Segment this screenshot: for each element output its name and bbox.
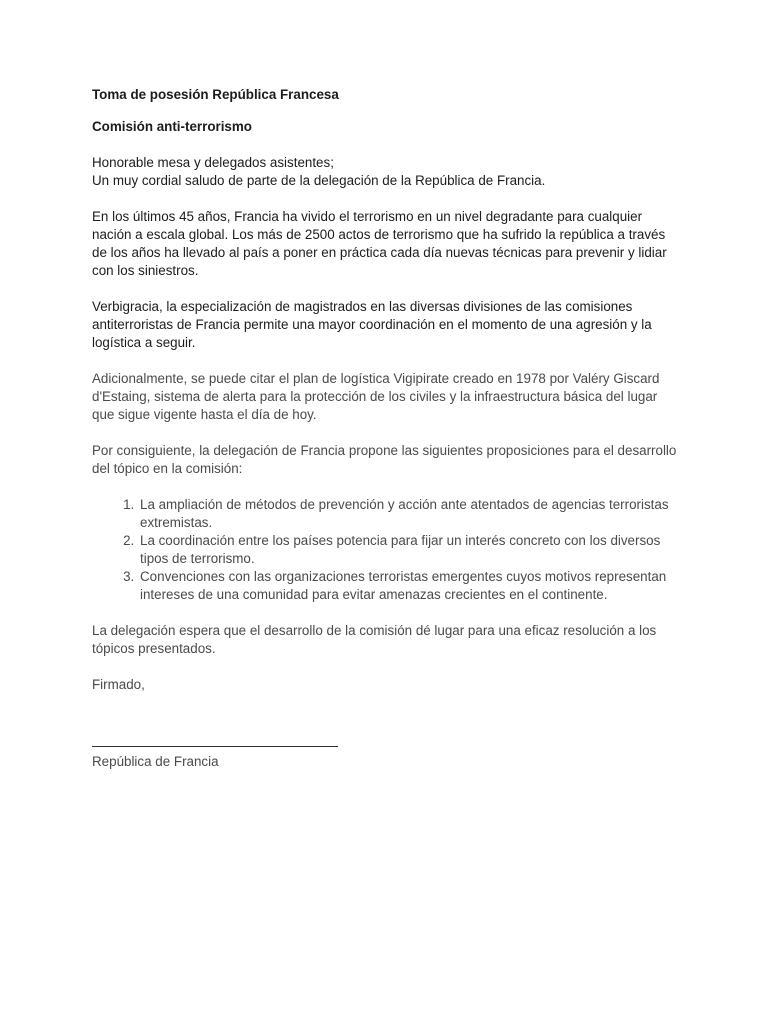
list-item: 3. Convenciones con las organizaciones terroristas emergentes cuyos motivos representan intereses de una comunidad para evitar amenazas crecientes en el continente. <box>138 568 682 604</box>
list-item: 2. La coordinación entre los países potencia para fijar un interés concreto con los diversos tipos de terrorismo. <box>138 532 682 568</box>
list-item: 1. La ampliación de métodos de prevención y acción ante atentados de agencias terroristas extremistas. <box>138 496 682 532</box>
greeting-line: Un muy cordial saludo de parte de la delegación de la República de Francia. <box>92 173 546 188</box>
document-title: Toma de posesión República Francesa <box>92 87 339 102</box>
paragraph-closing: La delegación espera que el desarrollo de la comisión dé lugar para una eficaz resolución a los tópicos presentados. <box>92 623 657 656</box>
paragraph-magistrates: Verbigracia, la especialización de magistrados en las diversas divisiones de las comisiones antiterroristas de Francia permite una mayor coordinación en el momento de una agresión y la logística a seguir. <box>92 299 652 350</box>
signatory-name: República de Francia <box>92 754 219 769</box>
greeting <box>92 154 682 190</box>
committee-heading: Comisión anti-terrorismo <box>92 119 252 134</box>
propositions-list <box>92 496 682 604</box>
paragraph-history: En los últimos 45 años, Francia ha vivido el terrorismo en un nivel degradante para cualquier nación a escala global. Los más de 2500 actos de terrorismo que ha sufrido la república a través de los años ha llevado al país a poner en práctica cada día nuevas técnicas para prevenir y lidiar con los siniestros. <box>92 209 667 278</box>
greeting-line: Honorable mesa y delegados asistentes; <box>92 155 334 170</box>
paragraph-vigipirate: Adicionalmente, se puede citar el plan de logística Vigipirate creado en 1978 por Valéry Giscard d'Estaing, sistema de alerta para la protección de los civiles y la infraestructura básica del lugar que sigue vigente hasta el día de hoy. <box>92 371 660 422</box>
document-page <box>92 86 682 771</box>
signature-line <box>92 746 338 747</box>
signed-label: Firmado, <box>92 677 145 692</box>
paragraph-proposal-intro: Por consiguiente, la delegación de Francia propone las siguientes proposiciones para el desarrollo del tópico en la comisión: <box>92 443 677 476</box>
